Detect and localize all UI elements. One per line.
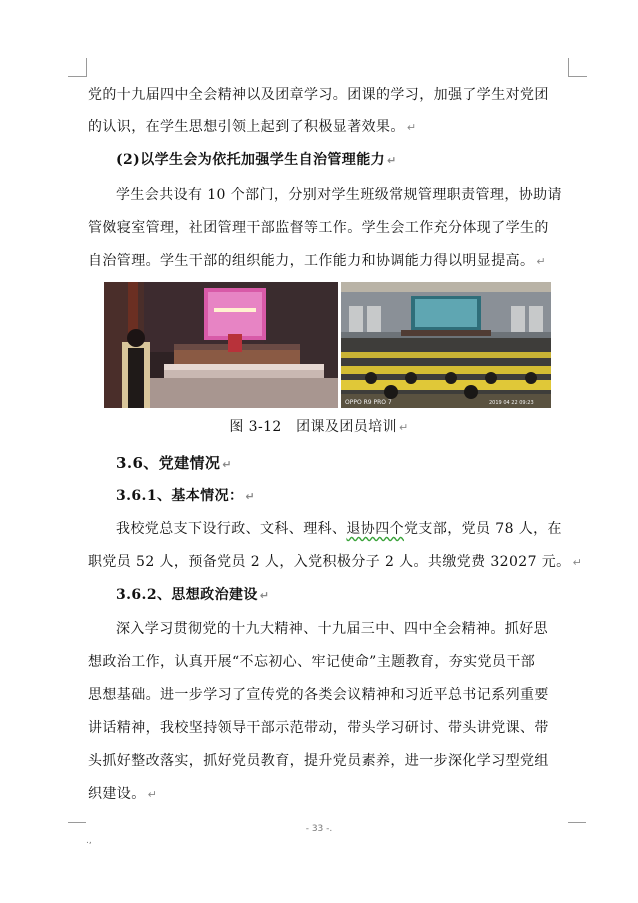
figure-caption: 图 3-12 团课及团员培训 ↵ xyxy=(229,419,409,435)
paragraph-mark: ↵ xyxy=(222,458,232,471)
text-line: 的认识，在学生思想引领上起到了积极显著效果。 ↵ xyxy=(88,119,417,135)
paragraph-mark: ↵ xyxy=(406,121,417,134)
page-number: - 33 -. xyxy=(305,824,333,834)
margin-corner-bottom-right xyxy=(568,822,586,823)
figure-photo-classroom xyxy=(341,282,551,408)
margin-corner-top-left xyxy=(68,58,87,77)
figure-photo-auditorium xyxy=(104,282,338,408)
margin-corner-top-right xyxy=(568,58,587,77)
auditorium-image xyxy=(104,282,338,408)
text-line: 我校党总支下设行政、文科、理科、退协四个党支部，党员 78 人，在 xyxy=(116,521,562,537)
margin-corner-bottom-left xyxy=(68,822,86,823)
text-line: 自治管理。学生干部的组织能力，工作能力和协调能力得以明显提高。 ↵ xyxy=(88,253,547,269)
text-line: 头抓好整改落实，抓好党员教育，提升党员素养，进一步深化学习型党组 xyxy=(88,753,549,769)
text-line: 党的十九届四中全会精神以及团章学习。团课的学习，加强了学生对党团 xyxy=(88,87,549,103)
paragraph-mark: ↵ xyxy=(147,788,158,801)
paragraph-mark: ↵ xyxy=(398,421,409,434)
text-line: 思想基础。进一步学习了宣传党的各类会议精神和习近平总书记系列重要 xyxy=(88,687,549,703)
heading-3-6: 3.6、党建情况 ↵ xyxy=(116,454,232,472)
heading-3-6-2: 3.6.2、思想政治建设 ↵ xyxy=(116,587,270,603)
text-line: 讲话精神，我校坚持领导干部示范带动，带头学习研讨、带头讲党课、带 xyxy=(88,720,549,736)
text-line: 想政治工作，认真开展“不忘初心、牢记使命”主题教育，夯实党员干部 xyxy=(88,654,536,670)
date-stamp: 2019 04 22 09:23 xyxy=(489,400,534,406)
paragraph-mark: ↵ xyxy=(572,556,583,569)
camera-stamp: OPPO R9 PRO 7 xyxy=(345,399,392,406)
paragraph-mark: ↵ xyxy=(259,589,270,602)
paragraph-mark: ↵ xyxy=(536,255,547,268)
paragraph-mark: ↵ xyxy=(387,154,397,167)
text-line: 学生会共设有 10 个部门，分别对学生班级常规管理职责管理，协助请 xyxy=(116,187,562,203)
text-line: 深入学习贯彻党的十九大精神、十九届三中、四中全会精神。抓好思 xyxy=(116,621,548,637)
spellcheck-underline: 退协四个 xyxy=(346,521,405,537)
text-line: 织建设。 ↵ xyxy=(88,786,158,802)
subheading-student-union: (2)以学生会为依托加强学生自治管理能力 ↵ xyxy=(116,152,397,168)
heading-3-6-1: 3.6.1、基本情况： ↵ xyxy=(116,488,255,504)
footer-mark: ., xyxy=(86,836,92,846)
classroom-image xyxy=(341,282,551,408)
text-line: 管傚寝室管理，社团管理干部监督等工作。学生会工作充分体现了学生的 xyxy=(88,220,549,236)
text-line: 职党员 52 人，预备党员 2 人，入党积极分子 2 人。共缴党费 32027 元。 ↵ xyxy=(88,554,583,570)
paragraph-mark: ↵ xyxy=(245,490,255,503)
